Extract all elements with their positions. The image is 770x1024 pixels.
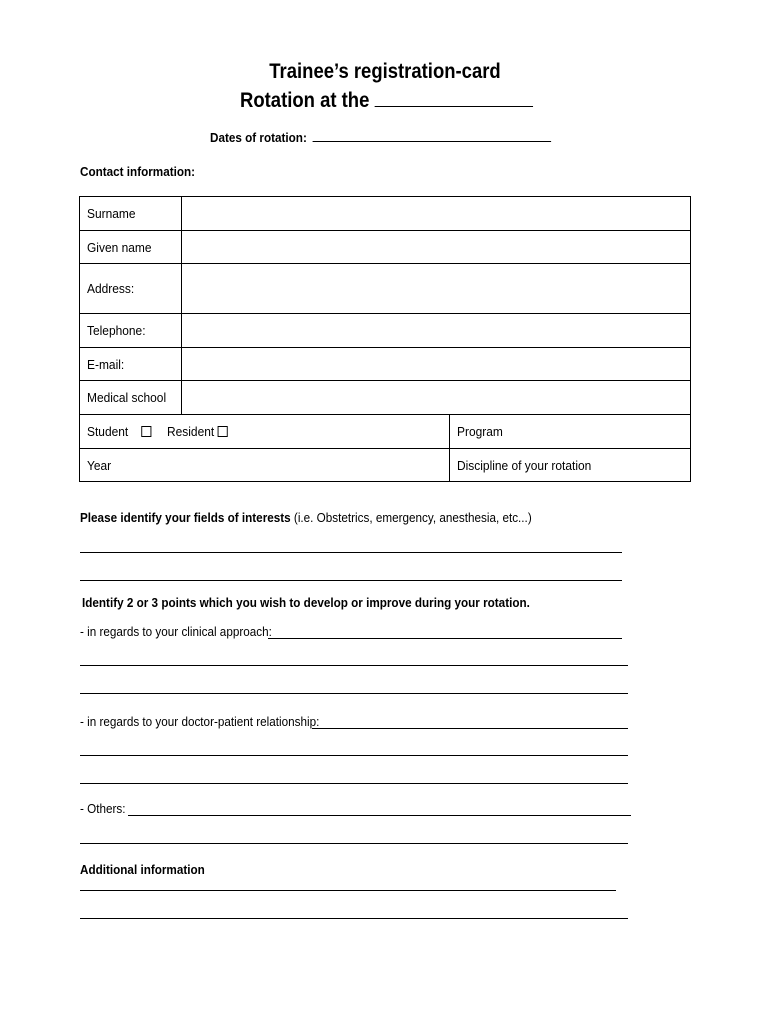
status-cell xyxy=(80,415,450,449)
others-line[interactable] xyxy=(80,801,631,816)
surname-label: Surname xyxy=(80,197,182,231)
others-blank[interactable] xyxy=(128,803,631,816)
program-field[interactable] xyxy=(449,415,690,449)
table-row xyxy=(80,415,691,449)
card-title: Trainee’s registration-card xyxy=(269,60,501,83)
student-checkbox[interactable] xyxy=(142,426,152,437)
address-field[interactable] xyxy=(182,264,691,314)
student-option[interactable]: Student xyxy=(87,424,152,439)
interests-answer-line-1[interactable] xyxy=(80,552,622,553)
rotation-title xyxy=(240,88,533,113)
others-label: - Others: xyxy=(80,801,126,816)
program-label: Program xyxy=(456,424,503,439)
additional-answer-line-2[interactable] xyxy=(80,918,628,919)
table-row xyxy=(80,381,691,415)
contact-table xyxy=(79,196,691,482)
doctor-patient-blank[interactable] xyxy=(312,716,628,729)
email-field[interactable] xyxy=(182,348,691,381)
doctor-patient-label: - in regards to your doctor-patient relationship: xyxy=(80,714,320,729)
clinical-answer-line-2[interactable] xyxy=(80,693,628,694)
dates-label: Dates of rotation: xyxy=(210,130,307,145)
clinical-approach-line[interactable] xyxy=(80,624,622,639)
table-row xyxy=(80,314,691,348)
table-row xyxy=(80,197,691,231)
discipline-label: Discipline of your rotation xyxy=(456,457,592,473)
doctor-patient-answer-line-2[interactable] xyxy=(80,783,628,784)
medical-school-label: Medical school xyxy=(80,381,182,415)
interests-answer-line-2[interactable] xyxy=(80,580,622,581)
doctor-patient-answer-line-1[interactable] xyxy=(80,755,628,756)
points-heading: Identify 2 or 3 points which you wish to develop or improve during your rotation. xyxy=(82,595,530,610)
doctor-patient-line[interactable] xyxy=(80,714,628,729)
resident-option[interactable]: Resident xyxy=(167,424,228,439)
given-name-label: Given name xyxy=(80,231,182,264)
table-row xyxy=(80,449,691,482)
telephone-label: Telephone: xyxy=(80,314,182,348)
medical-school-field[interactable] xyxy=(182,381,691,415)
telephone-field[interactable] xyxy=(182,314,691,348)
table-row xyxy=(80,348,691,381)
year-field[interactable] xyxy=(80,449,450,482)
clinical-approach-label: - in regards to your clinical approach: xyxy=(80,624,272,639)
rotation-label: Rotation at the xyxy=(240,89,370,112)
interests-prompt xyxy=(80,510,532,525)
clinical-approach-blank[interactable] xyxy=(268,626,622,639)
others-answer-line[interactable] xyxy=(80,843,628,844)
clinical-answer-line-1[interactable] xyxy=(80,665,628,666)
interests-prompt-bold: Please identify your fields of interests xyxy=(80,510,291,525)
dates-of-rotation xyxy=(210,130,551,145)
contact-heading: Contact information: xyxy=(80,164,196,179)
table-row xyxy=(80,231,691,264)
discipline-field[interactable] xyxy=(449,449,690,482)
resident-checkbox[interactable] xyxy=(217,426,227,437)
email-label: E-mail: xyxy=(80,348,182,381)
additional-heading: Additional information xyxy=(80,862,205,877)
interests-prompt-hint: (i.e. Obstetrics, emergency, anesthesia, etc...) xyxy=(293,510,532,525)
additional-answer-line-1[interactable] xyxy=(80,890,616,891)
table-row xyxy=(80,264,691,314)
surname-field[interactable] xyxy=(182,197,691,231)
dates-blank-field[interactable] xyxy=(312,130,550,142)
year-label: Year xyxy=(87,457,112,473)
address-label: Address: xyxy=(80,264,182,314)
rotation-blank-field[interactable] xyxy=(375,88,533,107)
given-name-field[interactable] xyxy=(182,231,691,264)
